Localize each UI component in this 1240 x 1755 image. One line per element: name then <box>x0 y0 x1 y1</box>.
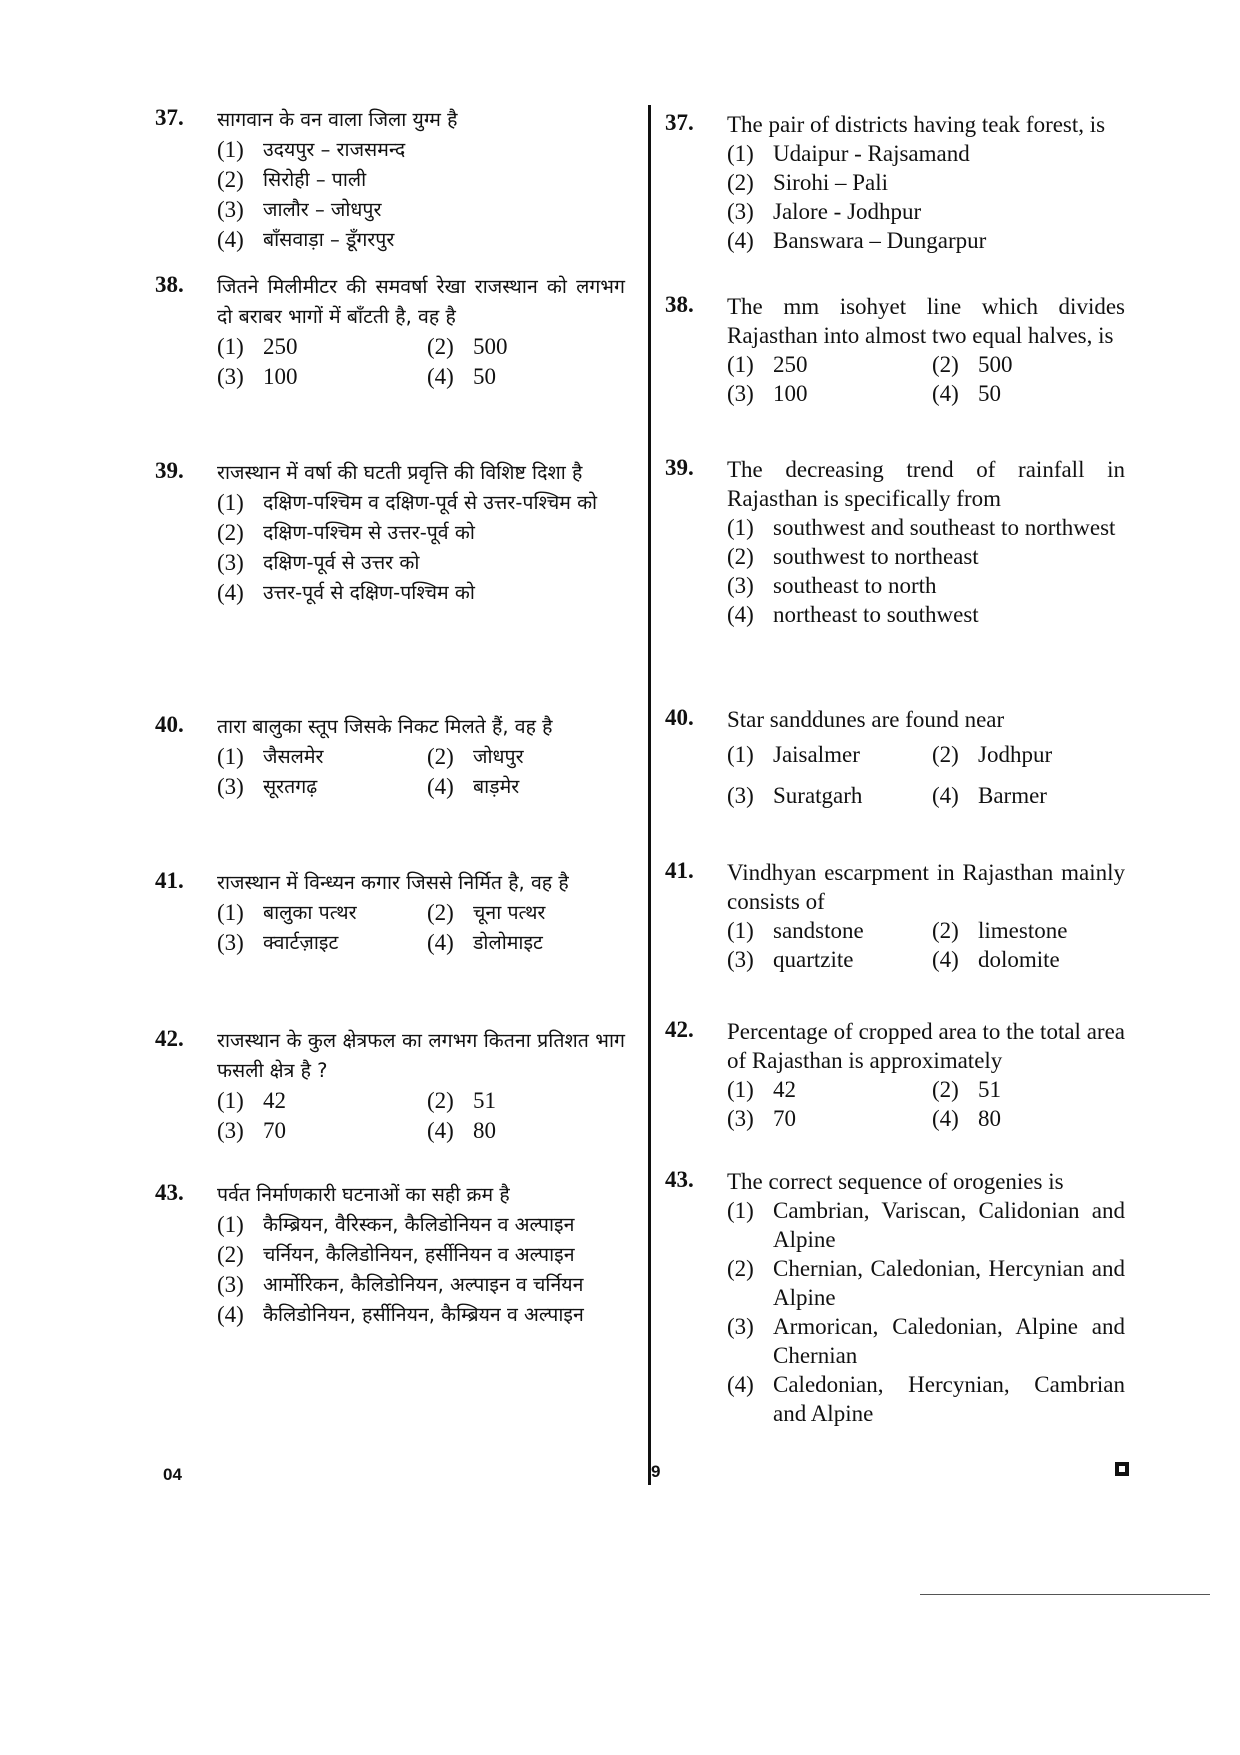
option-number: (2) <box>932 742 959 767</box>
option-4[interactable] <box>427 362 627 392</box>
option-3[interactable] <box>727 1312 1125 1370</box>
option-number: (3) <box>217 1118 244 1143</box>
option-number: (3) <box>727 381 754 406</box>
option-grid <box>217 1086 625 1146</box>
question-text: Star sanddunes are found near <box>727 707 1005 732</box>
option-number: (1) <box>217 137 244 162</box>
option-number: (3) <box>727 573 754 598</box>
option-number: (2) <box>932 352 959 377</box>
option-2[interactable] <box>727 542 1125 571</box>
option-number: (1) <box>727 515 754 540</box>
option-text: Sirohi – Pali <box>773 170 889 195</box>
option-number: (3) <box>727 199 754 224</box>
option-text: southwest to northeast <box>773 544 979 569</box>
question-number: 43. <box>155 1180 184 1205</box>
option-text: 100 <box>263 364 298 389</box>
option-grid <box>727 1075 1125 1133</box>
option-4[interactable] <box>932 1104 1132 1133</box>
option-text: उत्तर-पूर्व से दक्षिण-पश्चिम को <box>263 581 475 604</box>
option-text: दक्षिण-पूर्व से उत्तर को <box>263 551 420 574</box>
option-number: (1) <box>217 490 244 515</box>
option-text: 50 <box>978 381 1001 406</box>
option-text: 70 <box>773 1106 796 1131</box>
option-1[interactable] <box>217 135 625 165</box>
option-2[interactable] <box>427 898 627 928</box>
option-number: (2) <box>932 1077 959 1102</box>
question-text: Vindhyan escarpment in Rajasthan mainly consists of <box>727 860 1125 914</box>
option-3[interactable] <box>217 362 427 392</box>
option-text: बाड़मेर <box>473 775 520 798</box>
option-2[interactable] <box>427 742 627 772</box>
option-number: (4) <box>727 602 754 627</box>
option-number: (1) <box>727 918 754 943</box>
option-4[interactable] <box>727 600 1125 629</box>
option-2[interactable] <box>217 518 625 548</box>
option-text: 51 <box>473 1088 496 1113</box>
option-1[interactable] <box>727 1075 932 1104</box>
option-number: (4) <box>217 1302 244 1327</box>
option-2[interactable] <box>727 1254 1125 1312</box>
option-text: दक्षिण-पश्चिम व दक्षिण-पूर्व से उत्तर-पश्चिम को <box>263 491 598 514</box>
option-number: (2) <box>727 1256 754 1281</box>
question-text: राजस्थान में वर्षा की घटती प्रवृत्ति की विशिष्ट दिशा है <box>217 461 583 484</box>
option-4[interactable] <box>217 225 625 255</box>
option-text: 250 <box>773 352 808 377</box>
english-question-41 <box>665 858 1125 974</box>
option-number: (3) <box>727 947 754 972</box>
question-number: 39. <box>665 455 694 480</box>
english-question-38 <box>665 292 1125 408</box>
hindi-question-37 <box>155 105 625 255</box>
option-1[interactable] <box>217 332 427 362</box>
english-question-39 <box>665 455 1125 629</box>
option-text: चर्नियन, कैलिडोनियन, हर्सीनियन व अल्पाइन <box>263 1243 575 1266</box>
hindi-question-43 <box>155 1180 625 1330</box>
page-number: 9 <box>651 1462 661 1481</box>
option-1[interactable] <box>217 742 427 772</box>
option-text: 250 <box>263 334 298 359</box>
option-text: 100 <box>773 381 808 406</box>
hindi-question-41 <box>155 868 625 958</box>
option-text: क्वार्टज़ाइट <box>263 931 339 954</box>
option-text: जैसलमेर <box>263 745 324 768</box>
question-number: 42. <box>665 1017 694 1042</box>
option-4[interactable] <box>932 945 1132 974</box>
option-number: (3) <box>217 550 244 575</box>
option-text: Cambrian, Variscan, Calidonian and Alpine <box>773 1198 1125 1252</box>
option-3[interactable] <box>217 548 625 578</box>
option-grid <box>217 898 625 958</box>
option-text: Jodhpur <box>978 742 1053 767</box>
option-list <box>727 139 1125 255</box>
option-number: (2) <box>427 1088 454 1113</box>
option-3[interactable] <box>217 1116 427 1146</box>
option-text: 42 <box>773 1077 796 1102</box>
option-number: (4) <box>427 1118 454 1143</box>
english-question-42 <box>665 1017 1125 1133</box>
option-3[interactable] <box>727 197 1125 226</box>
question-text: The mm isohyet line which divides Rajasthan into almost two equal halves, is <box>727 294 1125 348</box>
option-number: (2) <box>932 918 959 943</box>
option-text: डोलोमाइट <box>473 931 543 954</box>
option-text: limestone <box>978 918 1068 943</box>
option-4[interactable] <box>217 1300 625 1330</box>
option-number: (4) <box>932 783 959 808</box>
option-text: 51 <box>978 1077 1001 1102</box>
option-number: (3) <box>217 774 244 799</box>
question-text: Percentage of cropped area to the total area of Rajasthan is approximately <box>727 1019 1125 1073</box>
option-4[interactable] <box>427 1116 627 1146</box>
option-3[interactable] <box>727 571 1125 600</box>
question-text: राजस्थान में विन्ध्यन कगार जिससे निर्मित है, वह है <box>217 871 569 894</box>
option-list <box>217 488 625 608</box>
option-number: (1) <box>727 1198 754 1223</box>
option-number: (1) <box>217 900 244 925</box>
option-number: (3) <box>217 930 244 955</box>
option-4[interactable] <box>932 781 1132 810</box>
option-number: (4) <box>932 381 959 406</box>
option-3[interactable] <box>217 772 427 802</box>
option-1[interactable] <box>727 350 932 379</box>
english-question-37 <box>665 110 1125 255</box>
option-4[interactable] <box>217 578 625 608</box>
option-grid <box>727 350 1125 408</box>
option-list <box>217 135 625 255</box>
question-number: 41. <box>155 868 184 893</box>
option-number: (1) <box>727 742 754 767</box>
option-text: जोधपुर <box>473 745 524 768</box>
option-number: (1) <box>217 334 244 359</box>
option-text: southeast to north <box>773 573 937 598</box>
option-number: (1) <box>727 141 754 166</box>
option-number: (4) <box>932 1106 959 1131</box>
option-number: (2) <box>217 167 244 192</box>
option-text: चूना पत्थर <box>473 901 546 924</box>
option-text: 500 <box>473 334 508 359</box>
english-question-43 <box>665 1167 1125 1428</box>
option-number: (1) <box>727 352 754 377</box>
option-text: sandstone <box>773 918 864 943</box>
option-number: (4) <box>427 930 454 955</box>
question-text: The correct sequence of orogenies is <box>727 1169 1064 1194</box>
question-number: 38. <box>665 292 694 317</box>
option-1[interactable] <box>217 1086 427 1116</box>
option-1[interactable] <box>217 1210 625 1240</box>
option-number: (2) <box>427 334 454 359</box>
option-text: northeast to southwest <box>773 602 979 627</box>
question-text: पर्वत निर्माणकारी घटनाओं का सही क्रम है <box>217 1183 510 1206</box>
option-grid <box>727 916 1125 974</box>
question-number: 37. <box>665 110 694 135</box>
option-text: dolomite <box>978 947 1060 972</box>
option-text: Armorican, Caledonian, Alpine and Chernian <box>773 1314 1125 1368</box>
option-2[interactable] <box>427 1086 627 1116</box>
option-text: 80 <box>978 1106 1001 1131</box>
option-3[interactable] <box>217 195 625 225</box>
option-number: (1) <box>217 1212 244 1237</box>
question-number: 40. <box>665 705 694 730</box>
option-text: Caledonian, Hercynian, Cambrian and Alpine <box>773 1372 1125 1426</box>
option-number: (3) <box>727 783 754 808</box>
option-number: (4) <box>932 947 959 972</box>
question-text: जितने मिलीमीटर की समवर्षा रेखा राजस्थान को लगभग दो बराबर भागों में बाँटती है, वह है <box>217 275 625 328</box>
booklet-code: 04 <box>163 1465 182 1484</box>
option-text: southwest and southeast to northwest <box>773 515 1116 540</box>
option-text: दक्षिण-पश्चिम से उत्तर-पूर्व को <box>263 521 475 544</box>
option-text: कैलिडोनियन, हर्सीनियन, कैम्ब्रियन व अल्पाइन <box>263 1303 584 1326</box>
question-number: 40. <box>155 712 184 737</box>
option-2[interactable] <box>932 350 1132 379</box>
option-list <box>217 1210 625 1330</box>
option-text: quartzite <box>773 947 854 972</box>
option-number: (3) <box>217 197 244 222</box>
option-3[interactable] <box>217 1270 625 1300</box>
option-number: (4) <box>217 227 244 252</box>
option-number: (3) <box>217 364 244 389</box>
option-4[interactable] <box>427 928 627 958</box>
question-text: राजस्थान के कुल क्षेत्रफल का लगभग कितना प्रतिशत भाग फसली क्षेत्र है ? <box>217 1029 625 1082</box>
option-1[interactable] <box>217 898 427 928</box>
option-2[interactable] <box>217 165 625 195</box>
option-number: (2) <box>727 544 754 569</box>
option-3[interactable] <box>727 781 932 810</box>
scan-artifact-line <box>920 1594 1210 1595</box>
option-number: (4) <box>427 774 454 799</box>
option-number: (2) <box>727 170 754 195</box>
option-number: (1) <box>217 1088 244 1113</box>
option-text: बालुका पत्थर <box>263 901 357 924</box>
question-text: तारा बालुका स्तूप जिसके निकट मिलते हैं, वह है <box>217 715 553 738</box>
option-4[interactable] <box>427 772 627 802</box>
option-text: 70 <box>263 1118 286 1143</box>
option-1[interactable] <box>727 740 932 769</box>
question-number: 38. <box>155 272 184 297</box>
option-1[interactable] <box>727 1196 1125 1254</box>
hindi-question-40 <box>155 712 625 802</box>
option-3[interactable] <box>727 379 932 408</box>
option-list <box>727 1196 1125 1428</box>
option-2[interactable] <box>932 1075 1132 1104</box>
option-number: (4) <box>217 580 244 605</box>
option-number: (3) <box>727 1314 754 1339</box>
option-2[interactable] <box>932 916 1132 945</box>
option-list <box>727 513 1125 629</box>
option-number: (4) <box>727 1372 754 1397</box>
option-text: 80 <box>473 1118 496 1143</box>
column-divider <box>648 105 651 1485</box>
option-2[interactable] <box>932 740 1132 769</box>
option-text: आर्मोरिकन, कैलिडोनियन, अल्पाइन व चर्नियन <box>263 1273 584 1296</box>
option-number: (2) <box>427 900 454 925</box>
option-number: (1) <box>727 1077 754 1102</box>
english-question-40 <box>665 705 1125 810</box>
option-number: (2) <box>217 520 244 545</box>
option-1[interactable] <box>217 488 625 518</box>
option-number: (2) <box>217 1242 244 1267</box>
option-3[interactable] <box>727 945 932 974</box>
option-3[interactable] <box>217 928 427 958</box>
question-text: सागवान के वन वाला जिला युग्म है <box>217 108 458 131</box>
option-number: (3) <box>727 1106 754 1131</box>
option-text: जालौर – जोधपुर <box>263 198 382 221</box>
option-1[interactable] <box>727 139 1125 168</box>
option-text: Jalore - Jodhpur <box>773 199 922 224</box>
question-number: 42. <box>155 1026 184 1051</box>
hindi-question-42 <box>155 1026 625 1146</box>
option-4[interactable] <box>932 379 1132 408</box>
option-2[interactable] <box>217 1240 625 1270</box>
option-2[interactable] <box>427 332 627 362</box>
option-text: 42 <box>263 1088 286 1113</box>
option-grid <box>217 332 625 392</box>
question-number: 43. <box>665 1167 694 1192</box>
option-1[interactable] <box>727 513 1125 542</box>
question-number: 39. <box>155 458 184 483</box>
option-number: (4) <box>427 364 454 389</box>
option-text: Banswara – Dungarpur <box>773 228 987 253</box>
option-text: Jaisalmer <box>773 742 860 767</box>
option-text: 500 <box>978 352 1013 377</box>
option-text: कैम्ब्रियन, वैरिस्कन, कैलिडोनियन व अल्पाइन <box>263 1213 575 1236</box>
option-text: Udaipur - Rajsamand <box>773 141 970 166</box>
option-text: 50 <box>473 364 496 389</box>
option-number: (2) <box>427 744 454 769</box>
hindi-question-39 <box>155 458 625 608</box>
option-grid <box>217 742 625 802</box>
question-text: The pair of districts having teak forest, is <box>727 112 1106 137</box>
filled-square-mark-icon <box>1115 1462 1129 1476</box>
question-number: 37. <box>155 105 184 130</box>
option-number: (1) <box>217 744 244 769</box>
option-grid <box>727 740 1125 810</box>
option-text: सिरोही – पाली <box>263 168 367 191</box>
option-2[interactable] <box>727 168 1125 197</box>
option-text: Barmer <box>978 783 1047 808</box>
question-text: The decreasing trend of rainfall in Rajasthan is specifically from <box>727 457 1125 511</box>
option-4[interactable] <box>727 226 1125 255</box>
option-number: (4) <box>727 228 754 253</box>
option-3[interactable] <box>727 1104 932 1133</box>
option-text: सूरतगढ़ <box>263 775 318 798</box>
option-1[interactable] <box>727 916 932 945</box>
option-text: Suratgarh <box>773 783 863 808</box>
question-number: 41. <box>665 858 694 883</box>
option-text: Chernian, Caledonian, Hercynian and Alpine <box>773 1256 1125 1310</box>
option-4[interactable] <box>727 1370 1125 1428</box>
option-text: उदयपुर – राजसमन्द <box>263 138 406 161</box>
option-number: (3) <box>217 1272 244 1297</box>
hindi-question-38 <box>155 272 625 392</box>
option-text: बाँसवाड़ा – डूँगरपुर <box>263 228 395 251</box>
